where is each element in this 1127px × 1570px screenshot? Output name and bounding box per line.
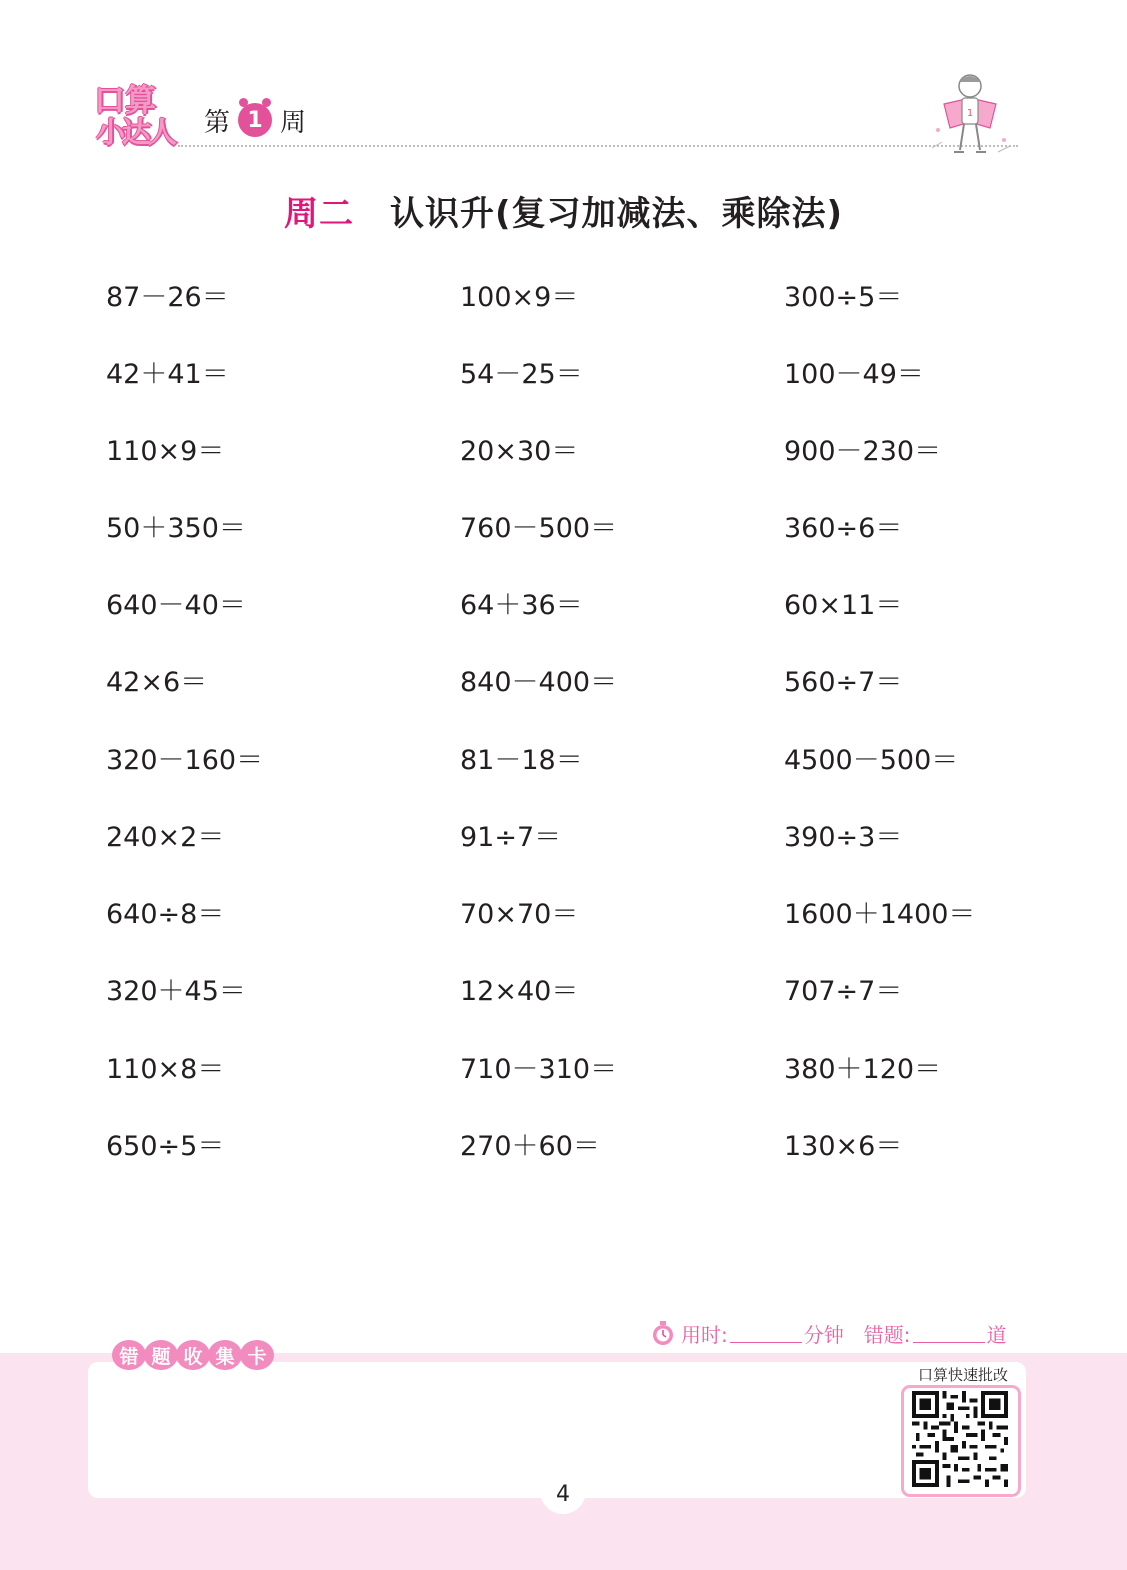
qr-code[interactable] (901, 1385, 1021, 1497)
week-prefix: 第 (204, 107, 231, 138)
stopwatch-icon (650, 1320, 676, 1346)
problem-item: 42×6＝ (106, 667, 208, 698)
problem-item: 50＋350＝ (106, 513, 246, 544)
qr-code-icon (912, 1391, 1008, 1487)
problem-item: 1600＋1400＝ (784, 899, 976, 930)
problem-item: 42＋41＝ (106, 359, 229, 390)
errors-label: 错题: (863, 1322, 911, 1347)
error-card-label (112, 1340, 272, 1372)
title-day: 周二 (283, 194, 354, 234)
logo-line-1: 口算 (94, 83, 156, 119)
timing-row (650, 1318, 1007, 1348)
problem-item: 270＋60＝ (460, 1131, 600, 1162)
problem-item: 760－500＝ (460, 513, 618, 544)
problem-item: 130×6＝ (784, 1131, 903, 1162)
problem-item: 100－49＝ (784, 359, 924, 390)
collect-char: 错 (112, 1340, 146, 1370)
problem-item: 100×9＝ (460, 282, 579, 313)
problem-item: 380＋120＝ (784, 1054, 942, 1085)
problem-item: 710－310＝ (460, 1054, 618, 1085)
problem-item: 560÷7＝ (784, 667, 903, 698)
week-number-badge: 1 (238, 103, 272, 137)
problem-item: 87－26＝ (106, 282, 229, 313)
problem-item: 240×2＝ (106, 822, 225, 853)
problem-item: 300÷5＝ (784, 282, 903, 313)
problem-item: 900－230＝ (784, 436, 942, 467)
collect-char: 集 (208, 1340, 242, 1370)
problem-item: 840－400＝ (460, 667, 618, 698)
problem-item: 640－40＝ (106, 590, 246, 621)
problem-item: 81－18＝ (460, 745, 583, 776)
collect-char: 卡 (240, 1340, 274, 1370)
problem-item: 360÷6＝ (784, 513, 903, 544)
problem-item: 4500－500＝ (784, 745, 959, 776)
problem-item: 70×70＝ (460, 899, 579, 930)
problem-item: 91÷7＝ (460, 822, 562, 853)
problem-item: 54－25＝ (460, 359, 583, 390)
problem-item: 12×40＝ (460, 976, 579, 1007)
problem-item: 20×30＝ (460, 436, 579, 467)
problem-item: 110×9＝ (106, 436, 225, 467)
collect-char: 题 (144, 1340, 178, 1370)
title-topic: 认识升(复习加减法、乘除法) (389, 194, 844, 234)
problem-item: 320＋45＝ (106, 976, 246, 1007)
problem-item: 60×11＝ (784, 590, 903, 621)
problem-item: 110×8＝ (106, 1054, 225, 1085)
problem-item: 650÷5＝ (106, 1131, 225, 1162)
errors-blank[interactable] (913, 1324, 985, 1343)
time-unit: 分钟 (803, 1322, 844, 1347)
problem-item: 64＋36＝ (460, 590, 583, 621)
time-label: 用时: (681, 1322, 728, 1347)
problem-item: 390÷3＝ (784, 822, 903, 853)
problem-item: 320－160＝ (106, 745, 264, 776)
week-suffix: 周 (280, 107, 307, 138)
page-number: 4 (540, 1474, 586, 1514)
qr-label: 口算快速批改 (917, 1366, 1008, 1384)
time-blank[interactable] (730, 1324, 802, 1343)
errors-unit: 道 (986, 1322, 1007, 1347)
svg-text:1: 1 (966, 108, 974, 119)
problem-item: 640÷8＝ (106, 899, 225, 930)
collect-char: 收 (176, 1340, 210, 1370)
logo-line-2: 小达人 (96, 115, 175, 149)
problem-item: 707÷7＝ (784, 976, 903, 1007)
